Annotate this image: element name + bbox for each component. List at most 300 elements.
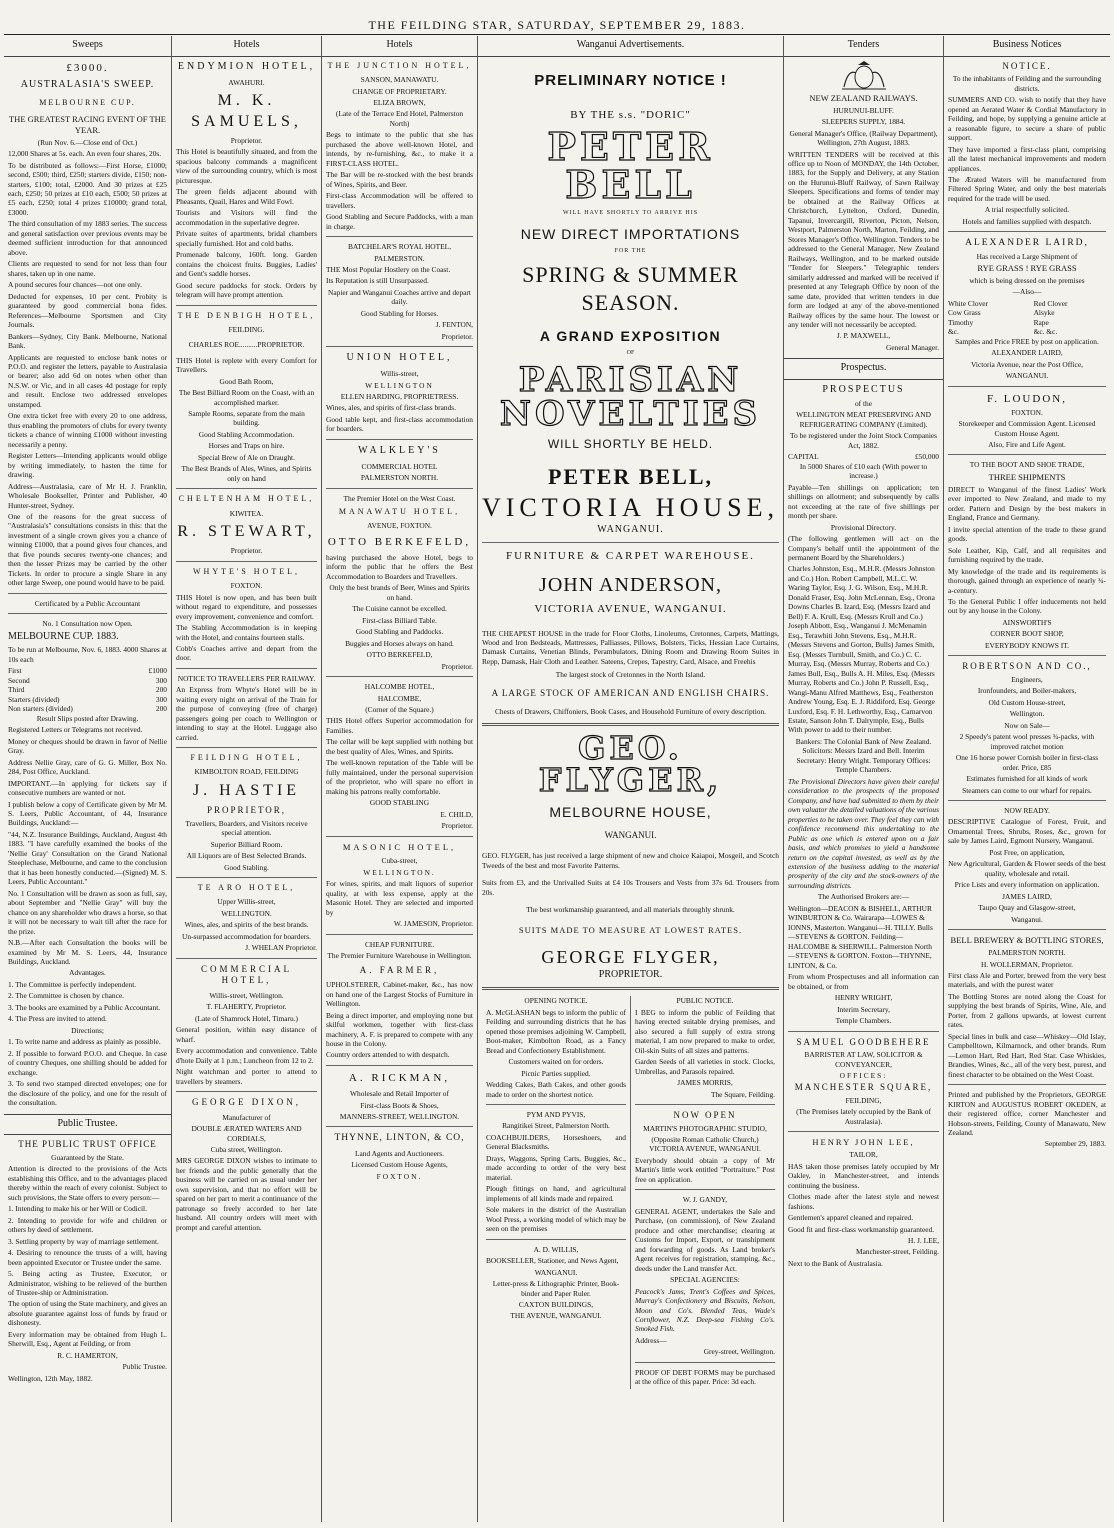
hotel-text: Good Stabling.	[224, 862, 269, 872]
business-text: Land Agents and Auctioneers.	[354, 1148, 445, 1158]
hotel-location: SANSON, MANAWATU.	[360, 75, 439, 85]
proprietor-role: Proprietor.	[441, 661, 473, 671]
business-text: Also, Fire and Life Agent.	[988, 440, 1066, 450]
business-text: Ironfounders, and Boiler-makers,	[977, 686, 1077, 696]
business-name: BELL BREWERY & BOTTLING STORES,	[950, 935, 1104, 946]
sweep-text: To be distributed as follows:—First Horse, £1000; second, £500; third, £250; starters divide, £150; non-starters, £100; total, £2000. And 30 prizes at £25 each, £250; 50 prizes at £10 each, £500; 50 prizes at £5 each, £250; total 4 prizes £10000; grand total, £3000.	[8, 160, 167, 217]
divider	[326, 488, 473, 489]
hotel-text: The Best Billiard Room on the Coast, with an accomplished marker.	[178, 388, 315, 407]
ad-text: THE AVENUE, WANGANUI.	[510, 1311, 602, 1321]
hotel-text: CHANGE OF PROPRIETARY.	[352, 86, 447, 96]
hotel-location: Willis-street, Wellington.	[209, 990, 284, 1000]
hotel-text: Good secure paddocks for stock. Orders by telegram will have prompt attention.	[176, 280, 317, 300]
ad-heading: W. J. GANDY,	[682, 1195, 728, 1205]
divider	[326, 236, 473, 237]
divider	[326, 1126, 473, 1127]
divider	[948, 386, 1106, 387]
ad-text: JAMES MORRIS,	[677, 1078, 733, 1088]
business-heading: TO THE BOOT AND SHOE TRADE,	[969, 460, 1085, 470]
advantages-heading: Advantages.	[69, 968, 106, 978]
ad-text: Picnic Parties supplied.	[521, 1068, 591, 1078]
parisian-novelties: PARISIAN NOVELTIES	[499, 360, 762, 435]
sweep-text: Register Letters—Intending applicants would oblige by writing immediately, to hasten the time for drawing.	[8, 451, 167, 480]
hotel-name: MASONIC HOTEL,	[342, 841, 457, 852]
sweep-text: Clients are requested to send for not less than four shares, taken up in one name.	[8, 259, 167, 278]
divider	[176, 877, 317, 878]
divider	[635, 1362, 775, 1363]
ad-text: Customers waited on for orders.	[508, 1057, 604, 1067]
business-text: Manufacturer of	[222, 1112, 271, 1122]
hotel-text: Promenade balcony, 160ft. long. Garden contains the choicest fruits. Buggies, Ladies' and Gent's saddle horses.	[176, 250, 317, 279]
hotel-name: WHYTE'S HOTEL,	[193, 566, 300, 576]
business-sign: H. J. LEE,	[908, 1235, 939, 1245]
hotel-location: PALMERSTON.	[374, 253, 425, 263]
hotel-text: (Corner of the Square.)	[365, 704, 434, 714]
ad-heading: OPENING NOTICE.	[524, 996, 588, 1006]
business-text: BARRISTER AT LAW, SOLICITOR & CONVEYANCER,	[804, 1050, 923, 1069]
hotel-text: Night watchman and porter to attend to travellers by steamers.	[176, 1067, 317, 1086]
sweep-lead: THE GREATEST RACING EVENT OF THE YEAR.	[8, 113, 166, 135]
prospectus-text: Interim Secretary,	[837, 1004, 890, 1014]
proprietor-line: J. FENTON,	[435, 320, 473, 330]
ad-text: The Square, Feilding.	[710, 1089, 775, 1099]
hotel-text: Good Stabling and Secure Paddocks, with a man in charge.	[326, 212, 473, 231]
hotel-text: Begs to intimate to the public that she has purchased the above well-known Hotel, and intends, by re-furnishing, &c., to make it a FIRST-CLASS HOTEL.	[326, 130, 473, 168]
business-text: Estimates furnished for all kinds of work	[966, 774, 1088, 784]
business-sign: ALEXANDER LAIRD,	[991, 348, 1063, 358]
business-text: OFFICES:	[839, 1070, 888, 1080]
divider	[176, 958, 317, 959]
trust-item: 3. Settling property by way of marriage settlement.	[8, 1236, 159, 1246]
melbourne-house: MELBOURNE HOUSE,	[549, 803, 712, 820]
column-heading: Wanganui Advertisements.	[478, 36, 783, 57]
proprietor-name: R. STEWART,	[177, 523, 316, 540]
ad-text: Letter-press & Lithographic Printer, Book-binder and Paper Ruler.	[492, 1279, 620, 1298]
sweep-title: AUSTRALASIA'S SWEEP.	[20, 78, 155, 90]
sweep-text: "44, N.Z. Insurance Buildings, Auckland, August 4th 1883. "I have carefully examined the books of the 'Nellie Gray' Consultation on the Grand National Steeplechase, Melbourne, and came to the conclusion that it has been honestly conducted.—(Signed) M. S. Leers, Public Accountant."	[8, 829, 167, 887]
hotel-text: Cobb's Coaches arrive and depart from the door.	[176, 643, 317, 663]
ad-text: Rangitikei Street, Palmerston North.	[502, 1121, 610, 1131]
tender-heading: NEW ZEALAND RAILWAYS.	[809, 92, 918, 103]
business-text: First-class Boots & Shoes,	[360, 1100, 439, 1110]
prospectus-sign: HENRY WRIGHT,	[834, 993, 893, 1003]
business-text: Manchester-street, Feilding.	[856, 1247, 939, 1257]
advantage-item: 3. The books are examined by a Public Accountant.	[8, 1002, 161, 1012]
prize-table: First £1000 Second 300 Third 200 Starters (divided) 300 Non starters (divided) 200	[8, 666, 167, 714]
business-text: Sole Leather, Kip, Calf, and all requisites and furnishing required by the trade.	[948, 545, 1106, 565]
business-sign: EVERYBODY KNOWS IT.	[985, 640, 1069, 650]
divider	[326, 934, 473, 935]
proprietor-role: PROPRIETOR,	[206, 805, 287, 816]
ad-text: PROPRIETOR.	[598, 968, 663, 980]
prospectus-text: The Provisional Directors have given their careful consideration to the prospects of the proposed Company, and have had submitted to them by their own valuator the detailed valuations of the various properties to be taken over. They feel they can with confidence recommend this undertaking to the Public as one which is entered upon on a fair basis, and which promises to yield a handsome return on the capital invested, as well as by the extension of the business adding to the material prosperity of the city and the stock-owners of the surrounding districts.	[788, 776, 939, 890]
business-text: Storekeeper and Commission Agent. Licensed Custom House Agent.	[958, 419, 1096, 438]
business-text: Samples and Price FREE by post on application.	[955, 336, 1099, 346]
ad-text: Chests of Drawers, Chiffoniers, Book Cases, and Household Furniture of every description.	[494, 707, 766, 717]
divider	[326, 1065, 473, 1066]
sweep-text: Registered Letters or Telegrams not received.	[8, 725, 143, 735]
ad-text: A LARGE STOCK OF AMERICAN AND ENGLISH CHAIRS.	[491, 687, 770, 698]
trust-text: Every information may be obtained from Hugh L. Sherwill, Esq., Agent at Feilding, or from	[8, 1329, 167, 1349]
business-text: First class Ale and Porter, brewed from the very best materials, and with the purest water	[948, 970, 1106, 990]
column-hotels-2	[322, 36, 478, 1522]
business-text: Clothes made after the latest style and newest fashions.	[788, 1192, 939, 1211]
proprietor-name: M. K. SAMUELS,	[191, 92, 302, 130]
hotel-text: The cellar will be kept supplied with nothing but the best quality of Ales, Wines, and Spirits.	[326, 737, 473, 756]
directors-list: Charles Johnston, Esq., M.H.R. (Messrs Johnston and Co.) Hon. Robert Campbell, M.L.C. W. Waring Taylor, Esq. J. G. Wilson, Esq., M.H.R. Donald Fraser, Esq. John McLennan, Esq., Orona Downs Charles B. Izard, Esq. (Messrs Izard and Bell) F. A. Krull, Esq. (Messrs Krull and Co.) Joseph Abbott, Esq., Wanganui J. McMenamin Esq., Terawhiti John Stevens, Esq., M.H.R. (Messrs Stevens and Gorton, Bulls) James Smith, Esq. (Messrs Turnbull, Smith, and Co.) C. C. Murray, Esq. (Messrs Murray, Roberts and Co.) James Bull, Esq., Bulls A. H. Miles, Esq. (Messrs Murray, Roberts and Co.) John P. Russell, Esq., Wangi-Manu Alfred Matthews, Esq., Featherston Andrew Young, Esq. E. J. Riddiford, Esq. George Luxford, Esq. F. H. Lethworthy, Esq., Carnarvon Estate, Sanson John T. Dalrymple, Esq., Bulls With power to add to their number.	[788, 564, 935, 735]
hotel-name: MANAWATU HOTEL,	[338, 507, 461, 517]
tender-heading: SLEEPERS SUPPLY, 1884.	[821, 117, 906, 127]
ad-text: Address—	[635, 1335, 667, 1345]
tender-role: General Manager.	[886, 342, 939, 352]
column-heading: Sweeps	[4, 36, 171, 57]
ad-text: A. McGLASHAN begs to inform the public of Feilding and surrounding districts that he has opened those premises adjoining W. Campbell, Boot-maker, Kimbolton Road, as a Fancy Bread and Confectionery Establishment.	[486, 1007, 626, 1055]
ad-heading: WILL SHORTLY BE HELD.	[547, 437, 714, 452]
hotel-text: The well-known reputation of the Table will be fully maintained, under the personal supervision of the proprietor, who will spare no effort in making his patrons really comfortable.	[326, 758, 473, 796]
trust-item: 2. Intending to provide for wife and children or others by deed of settlement.	[8, 1215, 167, 1235]
hotel-text: Good Stabling for Horses.	[360, 308, 439, 318]
divider	[788, 1131, 939, 1132]
ad-text: Garden Seeds of all varieties in stock. Clocks, Umbrellas, and Parasols repaired.	[635, 1057, 775, 1076]
hotel-location: Cuba-street,	[381, 856, 418, 866]
consultation-open: No. 1 Consultation now Open.	[42, 619, 133, 629]
ad-text: Peacock's Jams, Trent's Coffees and Spices, Murray's Confectionery and Biscuits, Nelson, Moon and Co's. Blended Teas, Wade's Cornflower, N.Z. Deep-sea Fishing Co's. Smoked Fish.	[635, 1286, 775, 1334]
ad-text: Sole makers in the district of the Australian Wool Press, a working model of which may be seen on the premises	[486, 1205, 626, 1234]
trust-text: The option of using the State machinery, and gives an absolute guarantee against loss of funds by fraud or dishonesty.	[8, 1299, 167, 1328]
sweep-text: Bankers—Sydney, City Bank. Melbourne, National Bank.	[8, 331, 167, 351]
hotel-text: Good Stabling Accommodation.	[198, 429, 295, 439]
hotel-text: The Premier Hotel on the West Coast.	[343, 493, 456, 503]
ad-text: OF	[626, 349, 635, 356]
sweep-text: The third consultation of my 1883 series. The success and general satisfaction over previous events may be deemed sufficient introduction for that announced above.	[8, 219, 167, 257]
divider	[482, 723, 779, 726]
hotel-text: Superior Billiard Room.	[210, 839, 283, 849]
ad-heading: A. D. WILLIS,	[533, 1244, 579, 1254]
hotel-text: Napier and Wanganui Coaches arrive and depart daily.	[328, 287, 471, 307]
ad-heading: FURNITURE & CARPET WAREHOUSE.	[506, 549, 755, 562]
divider	[948, 655, 1106, 656]
divider	[326, 439, 473, 440]
trust-item: 5. Being acting as Trustee, Executor, or Administrator, wishing to be relieved of the burthen of Trustee-ship or Administration.	[8, 1269, 167, 1297]
hotel-text: First-class Accommodation will be offered to travellers.	[326, 191, 473, 210]
column-heading: Hotels	[322, 36, 477, 57]
hotel-name: ENDYMION HOTEL,	[177, 60, 316, 72]
divider	[948, 231, 1106, 232]
business-text: Price Lists and every information on application.	[954, 880, 1100, 890]
business-text: Wholesale and Retail Importer of	[350, 1089, 449, 1099]
hotel-location: Willis-street,	[380, 369, 419, 379]
divider	[326, 676, 473, 677]
hotel-text: Sample Rooms, separate from the main building.	[188, 409, 305, 428]
divider	[482, 542, 779, 543]
business-text: PALMERSTON NORTH.	[988, 948, 1066, 958]
business-text: Taupo Quay and Glasgow-street,	[978, 903, 1076, 913]
business-text: Being a direct importer, and employing none but skilful workmen, together with first-class machinery, A. F. is prepared to compete with any house in the Colony.	[326, 1010, 473, 1049]
tender-sign: J. P. MAXWELL,	[836, 331, 891, 341]
hotel-location: Upper Willis-street,	[217, 897, 276, 907]
ad-heading: MARTIN'S PHOTOGRAPHIC STUDIO,	[643, 1123, 767, 1133]
sweep-text: IMPORTANT.—In applying for tickets say if consecutive numbers are wanted or not.	[8, 778, 167, 798]
business-text: DESCRIPTIVE Catalogue of Forest, Fruit, and Ornamental Trees, Shrubs, Roses, &c., grown for sale by James Laird, Egmont Nursery, Wanganui.	[948, 817, 1106, 846]
proprietor-line: OTTO BERKEFELD,	[366, 650, 433, 660]
ad-text: CAXTON BUILDINGS,	[518, 1299, 594, 1309]
preliminary-notice: PRELIMINARY NOTICE !	[534, 71, 727, 89]
george-flyger: GEORGE FLYGER,	[541, 946, 720, 967]
column-business	[944, 36, 1110, 1522]
business-text: TAILOR,	[849, 1150, 878, 1160]
ad-text: Suits from £3, and the Unrivalled Suits at £4 10s Trousers and Vests from 37s 6d. Trousers from 20s.	[482, 878, 779, 897]
ad-text: I BEG to inform the public of Feilding that having erected suitable drying premises, and also secured a full supply of extra strong material, I am now prepared to make to order, Oil-skin Suits of all sizes and patterns.	[635, 1007, 775, 1055]
hotel-text: THIS Hotel is now open, and has been built without regard to expenditure, and possesses every improvement, convenience and comfort.	[176, 592, 317, 621]
business-text: WANGANUI.	[1005, 371, 1049, 381]
hotel-text: GOOD STABLING	[369, 798, 430, 808]
hotel-text: All Liquors are of Best Selected Brands.	[186, 851, 307, 861]
sweep-text: N.B.—After each Consultation the books will be examined by Mr M. S. Leers, 44, Insurance Buildings, Auckland.	[8, 938, 167, 967]
ad-heading: NOW OPEN	[673, 1110, 737, 1121]
divider	[948, 454, 1106, 455]
divider	[176, 1091, 317, 1092]
business-text: Old Custom House-street,	[988, 697, 1066, 707]
sweep-text: Money or cheques should be drawn in favor of Nellie Gray.	[8, 736, 167, 756]
tender-text: WRITTEN TENDERS will be received at this office up to Noon of MONDAY, the 14th October, 1883, for the Supply and Delivery, at any Station on the Hurunui-Bluff Railway, of Sawn Railway Sleepers. Specifications and forms of tender may be obtained at the Railway Offices at Christchurch, Lyttelton, Oxford, Dunedin, Tapanui, Invercargill, Riverton, Picton, Nelson, Westport, Palmerston North, Marton, Feilding, and Stores Manager's Office, Wellington. Tenders to be addressed to the General Manager, New Zealand Railways, Wellington, and to be marked outside "Tender for Sleepers." Telegraphic tenders similarly addressed and marked will be received if presented at any Telegraph Office by noon of the same date, provided that written tenders in due form are lodged at any of the above-mentioned Railway offices by the same hour. The lowest or any tender will not necessarily be accepted.	[788, 149, 939, 329]
business-text: Has received a Large Shipment of	[976, 251, 1078, 261]
lower-wanganui-ads	[482, 996, 779, 1388]
hotel-text: Every accommodation and convenience. Table d'hote Daily at 1 p.m.; Luncheon from 12 to 2.	[176, 1046, 317, 1065]
business-text: One 16 horse power Cornish boiler in first-class order. Price, £85	[955, 753, 1099, 772]
hotel-text: Travellers, Boarders, and Visitors receive special attention.	[185, 818, 308, 838]
sweep-text: 12,000 Shares at 5s. each. An even four shares, 20s.	[8, 149, 162, 159]
business-name: F. LOUDON,	[987, 392, 1067, 405]
peter-bell-heading: PETER BELL	[547, 124, 714, 208]
divider	[635, 1189, 775, 1190]
proprietor-line: J. WHELAN Proprietor.	[245, 943, 317, 953]
proprietor-role: Proprietor.	[230, 136, 263, 145]
coat-of-arms-icon	[834, 61, 894, 91]
trust-title: THE PUBLIC TRUST OFFICE	[18, 1139, 157, 1150]
ad-text: (Opposite Roman Catholic Church,) VICTORIA AVENUE, WANGANUI.	[649, 1135, 761, 1154]
directions-heading: Directions;	[71, 1025, 104, 1035]
business-text: FOXTON.	[1011, 407, 1043, 417]
prospectus-text: Temple Chambers.	[835, 1016, 892, 1026]
business-heading: NOW READY.	[1004, 806, 1050, 815]
section-heading: Public Trustee.	[4, 1114, 171, 1136]
hotel-name: COMMERCIAL HOTEL	[361, 461, 438, 471]
tender-heading: HURUNUI-BLUFF.	[833, 105, 894, 115]
sweep-amount: £3000.	[66, 61, 109, 74]
brokers-list: Wellington—DEACON & BISHELL, ARTHUR WINBURTON & Co. Wairarapa—LOWES & IONNS, Masterton. Wanganui—H. TILLY. Bulls—STEVENS & GORTON. Feilding—HALCOMBE & SHERWILL. Palmerston North—STEVENS & GORTON. Foxton—THYNNE, LINTON, & Co.	[788, 903, 933, 970]
ad-text: THE CHEAPEST HOUSE in the trade for Floor Cloths, Linoleums, Cretonnes, Carpets, Mattings, Wood and Iron Bedsteads, Mattresses, Palliasses, Pillows, Bolsters, Ticks, Hessian Lace Curtains, Damask Curtains, Venetian Blinds, Perambulators, Dining Room and Drawing Room Suites in Repp, Damask, Hair Cloth and Leather. Sateens, Crepes, Tapestry, Card, Alsace, and Freehis	[482, 628, 779, 666]
hotel-location: FOXTON.	[230, 581, 263, 591]
ad-heading: SPRING & SUMMER SEASON.	[522, 262, 739, 316]
trust-date: Wellington, 12th May, 1882.	[8, 1373, 93, 1383]
prospectus-text: In 5000 Shares of £10 each (With power to increase.)	[799, 461, 928, 481]
business-text: MANCHESTER SQUARE,	[794, 1082, 933, 1093]
business-text: A trial respectfully solicited.	[984, 205, 1070, 215]
ad-text: The largest stock of Cretonnes in the North Island.	[555, 670, 706, 680]
advantage-item: 2. The Committee is chosen by chance.	[8, 991, 125, 1001]
divider	[486, 1239, 626, 1240]
hotel-text: The Bar will be re-stocked with the best brands of Wines, Spirits, and Beer.	[326, 170, 473, 189]
trust-item: 4. Desiring to renounce the trusts of a will, having been appointed Executor or Trustee under the same.	[8, 1248, 167, 1267]
notice-heading: NOTICE TO TRAVELLERS PER RAILWAY.	[177, 673, 316, 683]
hotel-name: UNION HOTEL,	[346, 352, 453, 364]
business-text: The Bottling Stores are noted along the Coast for supplying the best brands of Spirits, Wine, Ale, and Porter, from 2 gallons upwards, at lowest current rates.	[948, 991, 1106, 1030]
business-text: Special lines in bulk and case—Whiskey—Old Islay, Campbelltown, Kilmarnock, and other brands. Rum—Lemon Hart, Red Hart, Red Star. Case Whiskies, Brandies, Wines, &c., all of the very best, purest, and finest character to be obtained on the West Coast.	[948, 1031, 1106, 1079]
business-text: Cuba street, Wellington.	[210, 1144, 283, 1154]
business-text: DIRECT to Wanganui of the finest Ladies' Work ever imported to New Zealand, and made to my order. Pattern and Design by the best makers in England, France and Germany.	[948, 484, 1106, 523]
business-text: I invite special attention of the trade to these grand goods.	[948, 524, 1106, 544]
sweep-text: Deducted for expenses, 10 per cent. Probity is guaranteed by good commercial bona fides. References—Melbourne Sportsmen and City Journals.	[8, 291, 167, 330]
business-text: Engineers,	[1011, 674, 1043, 684]
proprietor-line: E. CHILD,	[440, 809, 473, 819]
ad-heading: PYM AND PYVIS,	[526, 1110, 586, 1120]
hotel-text: Horses and Traps on hire.	[208, 441, 285, 451]
ad-heading: NEW DIRECT IMPORTATIONS	[520, 225, 741, 242]
hotel-name: BATCHELAR'S ROYAL HOTEL,	[347, 242, 452, 252]
business-text: My knowledge of the trade and its requirements is thorough, gained through an experience of nearly ¾-a-century.	[948, 566, 1106, 595]
ad-text: WANGANUI.	[597, 523, 664, 535]
column-heading: Tenders	[784, 36, 943, 57]
ad-text: VICTORIA AVENUE, WANGANUI.	[534, 603, 727, 616]
business-name: ROBERTSON AND CO.,	[962, 661, 1092, 672]
prospectus-text: of the	[854, 398, 873, 408]
divider	[948, 800, 1106, 801]
prospectus-text: Payable—Ten shillings on application; ten shillings on allotment; and subsequently by calls not exceeding at the rate of five shillings per month per share.	[788, 482, 939, 521]
business-text: Victoria Avenue, near the Post Office,	[971, 359, 1083, 369]
capital-line: CAPITAL £50,000	[788, 452, 939, 462]
hotel-text: Special Brew of Ale on Draught.	[198, 452, 295, 462]
ad-text: SPECIAL AGENCIES:	[670, 1275, 740, 1285]
sweep-run: (Run Nov. 6.—Close end of Oct.)	[37, 137, 138, 147]
proprietor-role: Proprietor.	[441, 821, 473, 831]
hotel-location: HALCOMBE,	[377, 693, 422, 703]
business-heading: THREE SHIPMENTS	[988, 471, 1066, 482]
business-text: They have imported a first-class plant, comprising all the latest mechanical improvements and modern appliances.	[948, 144, 1106, 173]
ad-text: Wedding Cakes, Bath Cakes, and other goods made to order on the shortest notice.	[486, 1080, 626, 1099]
divider	[788, 1031, 939, 1032]
hotel-text: (Late of the Terrace End Hotel, Palmerston North)	[335, 109, 464, 128]
business-text: SUMMERS AND CO. wish to notify that they have opened an Aerated Water & Cordial Manufactory in Feilding, and hope, by supplying a genuine article at a reasonable figure, to secure a share of public support.	[948, 95, 1106, 143]
notice-text: An Express from Whyte's Hotel will be in waiting every night on arrival of the Train for the purpose of conveying (free of charge) passengers going per coach to Wellington or intending to stay at the Hotel. Luggage also carried.	[176, 685, 317, 742]
business-text: Wanganui.	[1011, 914, 1043, 924]
ad-text: WANGANUI.	[534, 1267, 578, 1277]
column-heading: Hotels	[172, 36, 321, 57]
business-text: —Also—	[1012, 287, 1042, 297]
business-text: Country orders attended to with despatch.	[326, 1050, 450, 1060]
proprietor-line: CHARLES ROE..........PROPRIETOR.	[188, 340, 305, 350]
business-text: 2 Speedy's patent wool presses ¾-packs, with improved ratchet motion	[959, 732, 1095, 751]
imprint: Printed and published by the Proprietors, GEORGE KIRTON and AUGUSTUS ROBERT OKEDEN, at their registered office, corner Manchester and Hobson-streets, Feilding, County of Manawatu, New Zealand.	[948, 1090, 1106, 1137]
sweep-text: One of the reasons for the great success of "Australasia's" consultations consists in this: that the investment of a single crown gives you a chance of winning £1000, that a pound gives four chances, and that five pounds secures twenty-one chances; and then the lesser Prizes may be carried by the other Tickets. In order to procure a single Share in any other large Sweep, one pound would have to be paid.	[8, 512, 167, 588]
business-name: ALEXANDER LAIRD,	[965, 238, 1089, 249]
sub-column-right	[631, 996, 779, 1388]
divider	[176, 305, 317, 306]
hotel-text: Only the best brands of Beer, Wines and Spirits on hand.	[329, 583, 470, 602]
business-name: A. FARMER,	[359, 964, 440, 975]
business-name: A. RICKMAN,	[348, 1071, 451, 1084]
sweep-text: Address Nellie Gray, care of G. G. Miller, Box No. 284, Post Office, Auckland.	[8, 757, 167, 777]
divider	[176, 488, 317, 489]
divider	[176, 668, 317, 669]
hotel-location: AVENUE, FOXTON.	[367, 521, 432, 531]
sub-column-left	[482, 996, 631, 1388]
ad-text: Everybody should obtain a copy of Mr Martin's little work entitled "Portraiture." Post free on application.	[635, 1155, 775, 1184]
hotel-location: FEILDING.	[228, 324, 265, 334]
proprietor-name: J. HASTIE	[192, 781, 301, 799]
column-heading: Business Notices	[944, 36, 1110, 57]
business-text: MANNERS-STREET, WELLINGTON.	[339, 1111, 460, 1121]
hotel-name: FEILDING HOTEL,	[190, 753, 303, 763]
hotel-text: The green fields adjacent abound with Pheasants, Quail, Hares and Wild Fowl.	[176, 187, 317, 206]
sweep-text: I publish below a copy of Certificate given by Mr M. S. Leers, Public Accountant, of 44, Insurance Buildings, Auckland:—	[8, 799, 167, 828]
hotel-text: Tourists and Visitors will find the accommodation in the superlative degree.	[176, 208, 317, 227]
business-text: FEILDING,	[845, 1095, 882, 1105]
sweep-text: No. 1 Consultation will be drawn as soon as full, say, about September and "Nellie Gray" will buy the chance on any shareholder who draws a horse, so that it will not be necessary to wait till after the race for the prize.	[8, 888, 167, 936]
hotel-location: KIWITEA.	[229, 508, 264, 518]
prospectus-text: The Authorised Brokers are:—	[817, 892, 910, 902]
divider	[635, 1104, 775, 1105]
business-text: FOXTON.	[376, 1171, 423, 1181]
prospectus-text: (The following gentlemen will act on the Company's behalf until the appointment of the permanent Board by the Shareholders.)	[788, 534, 939, 563]
ad-text: GEO. FLYGER, has just received a large shipment of new and choice Kaiapoi, Mosgeil, and Scotch Tweeds of the best and most Favorite Patterns.	[482, 851, 779, 870]
business-name: SAMUEL GOODBEHERE	[796, 1036, 931, 1047]
business-text: UPHOLSTERER, Cabinet-maker, &c., has now on hand one of the Largest Stocks of Furniture in Wellington.	[326, 980, 473, 1009]
hotel-text: Wines, ales, and spirits of first-class brands.	[326, 403, 457, 413]
john-anderson: JOHN ANDERSON,	[539, 573, 722, 596]
business-sign: AINSWORTH'S	[1002, 617, 1052, 627]
trust-sub: Guaranteed by the State.	[51, 1152, 124, 1162]
hotel-text: (Late of Shamrock Hotel, Timaru.)	[194, 1013, 299, 1023]
trust-role: Public Trustee.	[122, 1362, 167, 1372]
advantage-item: 1. The Committee is perfectly independent.	[8, 979, 137, 989]
notice-heading: NOTICE.	[1002, 60, 1052, 71]
sweep-text: One extra ticket free with every 20 to one address, thus enabling the promoters of clubs for every twenty tickets a chance of winning £1000 without investing necessarily a penny.	[8, 411, 167, 449]
ad-heading: PUBLIC NOTICE.	[676, 996, 734, 1006]
hotel-name: THE JUNCTION HOTEL,	[327, 60, 472, 70]
ad-text: Drays, Waggons, Spring Carts, Buggies, &c., made according to order of the very best material.	[486, 1153, 626, 1182]
proprietor-line: ELIZA BROWN,	[373, 97, 426, 107]
section-heading: Prospectus.	[784, 358, 943, 380]
business-text: Gentlemen's apparel cleaned and repaired.	[788, 1213, 914, 1223]
business-text: HAS taken those premises lately occupied by Mr Oakley, in Manchester-street, and intends continuing the business.	[788, 1161, 939, 1190]
by-steamer: BY THE s.s. "DORIC"	[570, 108, 691, 121]
column-sweeps	[4, 36, 172, 1522]
proprietor-line: T. FLAHERTY, Proprietor.	[206, 1002, 287, 1012]
advantage-item: 4. The Press are invited to attend.	[8, 1014, 107, 1024]
hotel-text: Good table kept, and first-class accommodation for boarders.	[326, 414, 473, 434]
hotel-name: CHELTENHAM HOTEL,	[178, 494, 315, 504]
hotel-name: THE DENBIGH HOTEL,	[177, 310, 316, 320]
prospectus-title: PROSPECTUS	[822, 384, 905, 396]
victoria-house: VICTORIA HOUSE,	[482, 492, 779, 522]
business-text: To the General Public I offer inducements not held out by any house in the Colony.	[948, 596, 1106, 616]
tender-text: General Manager's Office, (Railway Department), Wellington, 27th August, 1883.	[789, 128, 938, 148]
ad-text: WANGANUI.	[604, 829, 657, 840]
divider	[326, 836, 473, 837]
hotel-name: HALCOMBE HOTEL,	[364, 682, 435, 692]
hotel-text: The Stabling Accommodation is in keeping with the Hotel, and contains fourteen stalls.	[176, 623, 317, 642]
hotel-location: KIMBOLTON ROAD, FEILDING	[194, 767, 299, 777]
sweep-text: Address—Australasia, care of Mr H. J. Franklin, Wholesale Bookseller, Printer and Publisher, 40 Hunter-street, Sydney.	[8, 481, 167, 510]
divider	[948, 929, 1106, 930]
business-text: H. WOLLERMAN, Proprietor.	[980, 959, 1074, 969]
prospectus-text: From whom Prospectuses and all information can be obtained, or from	[788, 972, 939, 991]
business-text: DOUBLE ÆRATED WATERS AND CORDIALS,	[191, 1124, 302, 1143]
direction-item: 3. To send two stamped directed envelopes; one for the disclosure of the policy, and one for the result of the consultation.	[8, 1079, 167, 1108]
imprint-date: September 29, 1883.	[1044, 1139, 1106, 1149]
business-text: MRS GEORGE DIXON wishes to intimate to her friends and the public generally that the business will be carried on as usual under her own supervision, and that no effort will be spared on her part to merit a continuance of the patronage so freely accorded to her late husband. All country orders will meet with prompt and careful attention.	[176, 1156, 317, 1232]
business-heading: CHEAP FURNITURE.	[364, 939, 435, 949]
